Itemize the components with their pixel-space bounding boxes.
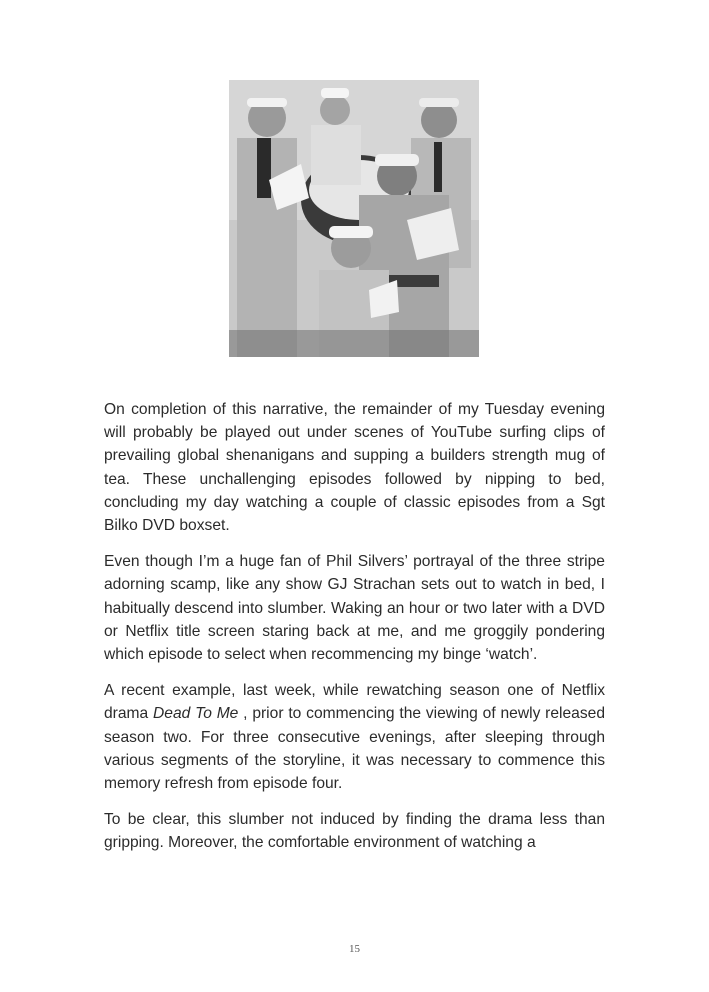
show-title: Dead To Me (153, 705, 239, 723)
paragraph-4: To be clear, this slumber not induced by finding the drama less than gripping. Moreover, the comfortable environment of watching a (104, 811, 605, 852)
paragraph-3-end: , prior to commencing the viewing of newly released season two. For three consecutive evenings, after sleeping through various segments of the storyline, it was necessary to commence this memory refresh from episode four. (104, 705, 605, 793)
paragraph-3-start: A recent example, last week, while rewatching season one of Netflix drama (104, 682, 605, 723)
photo-icon (229, 80, 479, 357)
paragraph-1: On completion of this narrative, the remainder of my Tuesday evening will probably be played out under scenes of YouTube surfing clips of prevailing global shenanigans and supping a builders strength mug of tea. These unchallenging episodes followed by nipping to bed, concluding my day watching a couple of classic episodes from a Sgt Bilko DVD boxset. (104, 401, 605, 535)
sgt-bilko-cast-photo (229, 80, 479, 357)
body-text (104, 398, 605, 868)
paragraph-2: Even though I’m a huge fan of Phil Silvers’ portrayal of the three stripe adorning scamp, like any show GJ Strachan sets out to watch in bed, I habitually descend into slumber. Waking an hour or two later with a DVD or Netflix title screen staring back at me, and me groggily pondering which episode to select when recommencing my binge ‘watch’. (104, 553, 605, 664)
page-number: 15 (349, 943, 360, 955)
paragraph-3 (104, 679, 605, 795)
